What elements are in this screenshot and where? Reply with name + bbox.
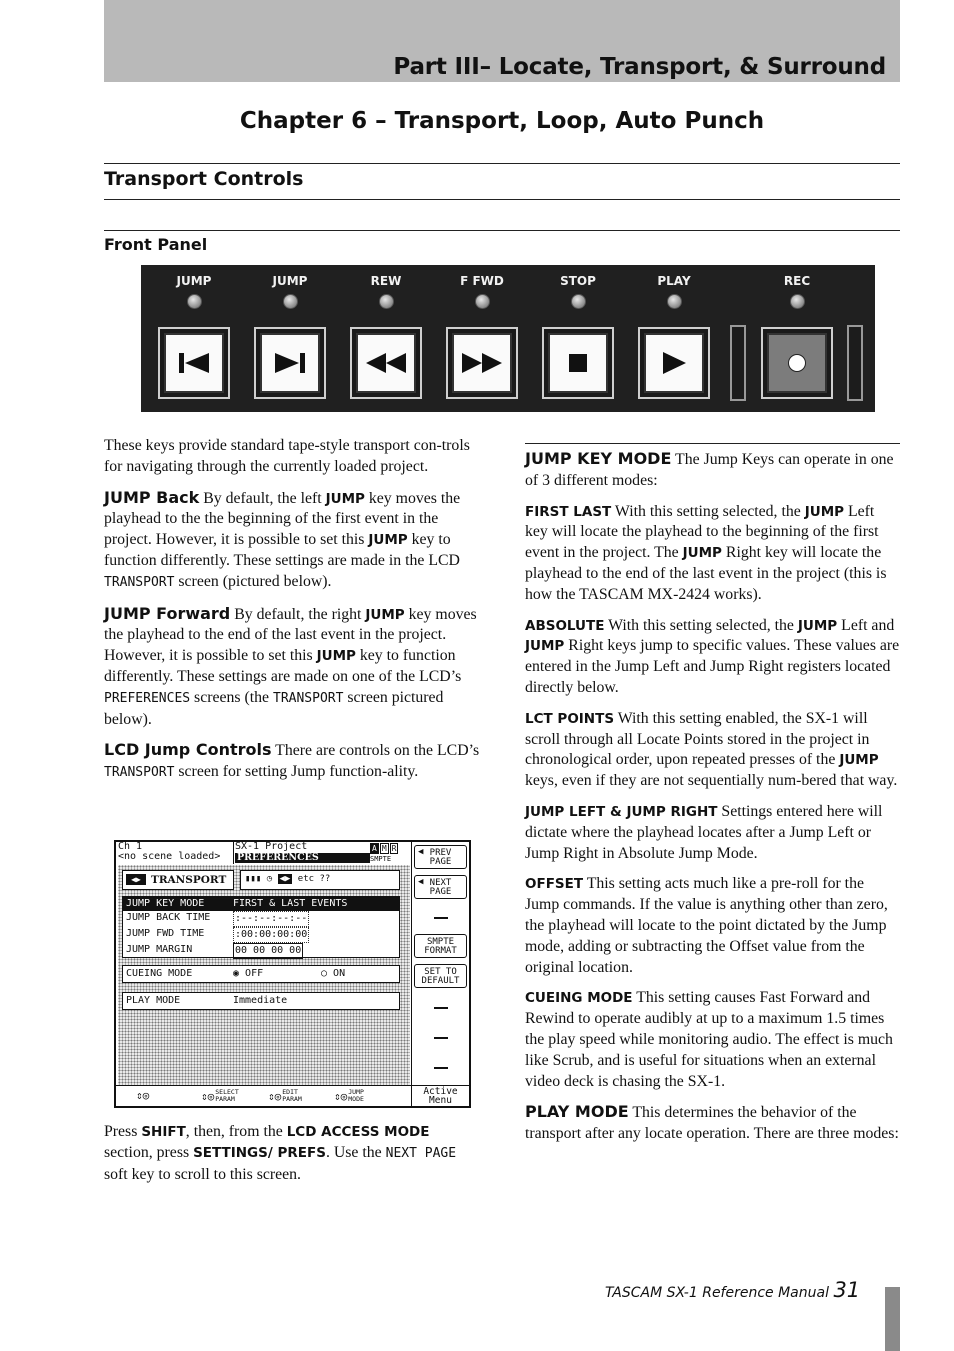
key-name: LCD ACCESS MODE xyxy=(286,1124,430,1140)
next-page-button[interactable] xyxy=(414,875,467,899)
ffwd-label: F FWD xyxy=(460,274,504,288)
chapter-title: Chapter 6 – Transport, Loop, Auto Punch xyxy=(239,108,765,134)
divider xyxy=(104,199,900,200)
row-value: 00 00 00 00 xyxy=(233,943,303,959)
body-text: screens (the xyxy=(190,688,273,706)
led-indicator xyxy=(475,294,490,309)
body-text: key moves the playhead to the end of the last event in the project. However, it is possible to set this xyxy=(104,605,477,665)
lcd-term: TRANSPORT xyxy=(273,690,344,706)
body-text: soft key to scroll to this screen. xyxy=(104,1165,301,1183)
rec-key-guard-left xyxy=(730,325,746,401)
encoder-icon[interactable]: ⇕◎ xyxy=(136,1089,150,1102)
jump-back-icon xyxy=(177,352,211,374)
subsection-title: Front Panel xyxy=(104,235,208,254)
row-value: Immediate xyxy=(233,995,288,1006)
body-text: This setting causes Fast Forward and Rewind to operate audibly at up to a maximum 1.5 times the play speed while monitoring audio. The effect is much like Scrub, and is useful for situations when an external video deck is chasing the SX-1. xyxy=(525,989,893,1090)
body-text: . Use the xyxy=(325,1143,386,1161)
section-title: Transport Controls xyxy=(104,168,304,190)
cueing-on-option[interactable] xyxy=(321,966,345,982)
rec-key-guard-right xyxy=(847,325,863,401)
soft-key-label: Active xyxy=(423,1086,458,1097)
lct-points-paragraph xyxy=(525,709,900,792)
play-mode-paragraph xyxy=(525,1102,900,1145)
jump-back-time-row[interactable] xyxy=(123,911,399,927)
row-label: JUMP FWD TIME xyxy=(126,928,205,939)
empty-soft-key[interactable] xyxy=(434,1037,448,1039)
page-number: 31 xyxy=(833,1278,861,1302)
encoder-label: SELECT xyxy=(215,1088,239,1096)
key-name: JUMP xyxy=(368,532,408,549)
fast-forward-icon xyxy=(460,352,504,374)
body-text: screen pictured below). xyxy=(104,688,444,728)
jump-back-key[interactable] xyxy=(158,327,230,399)
play-label: PLAY xyxy=(657,274,691,288)
empty-soft-key[interactable] xyxy=(434,1007,448,1009)
run-in-heading: JUMP KEY MODE xyxy=(525,449,672,468)
rewind-key[interactable] xyxy=(350,327,422,399)
chevron-left-icon: ◀ xyxy=(418,877,424,887)
stop-label: STOP xyxy=(560,274,596,288)
status-badge: M xyxy=(381,844,387,853)
lcd-transport-screen xyxy=(114,840,471,1108)
jump-key-mode-row[interactable] xyxy=(123,897,399,911)
key-name: SETTINGS/ PREFS xyxy=(193,1144,326,1161)
smpte-badge: SMPTE xyxy=(370,855,392,863)
body-text: , then, from the xyxy=(185,1123,287,1140)
encoder-icon: ⇕◎ xyxy=(268,1089,282,1103)
row-label: JUMP MARGIN xyxy=(126,944,193,955)
soft-key-label: NEXT xyxy=(429,878,452,888)
etc-label: etc ?? xyxy=(297,874,331,884)
play-icon xyxy=(661,351,687,375)
body-text: Press xyxy=(104,1123,142,1140)
encoder-label: PARAM xyxy=(215,1095,235,1103)
press-shift-block xyxy=(104,1122,482,1195)
body-text: With this setting selected, the xyxy=(611,502,805,520)
meter-icon: ▮▮▮ xyxy=(245,874,262,884)
scene-label: <no scene loaded> xyxy=(118,851,221,862)
jump-keys-icon: ◀▶ xyxy=(279,874,291,884)
stop-key[interactable] xyxy=(542,327,614,399)
transport-tab[interactable] xyxy=(122,870,234,890)
radio-selected-icon: ◉ xyxy=(233,968,246,979)
body-text: Left key will locate the playhead to the beginning of the first event in the project. The xyxy=(525,502,879,562)
key-name: JUMP xyxy=(525,638,565,655)
option-label: OFF xyxy=(245,968,264,979)
row-label: JUMP KEY MODE xyxy=(126,898,205,909)
body-text: section, press xyxy=(104,1143,194,1161)
divider xyxy=(525,443,900,444)
key-name: JUMP xyxy=(682,545,722,562)
run-in-heading: JUMP Forward xyxy=(104,603,231,623)
encoder-label: MODE xyxy=(348,1095,364,1103)
encoder-icon: ⇕◎ xyxy=(334,1089,348,1103)
record-icon xyxy=(787,353,807,373)
part-title: Part III– Locate, Transport, & Surround xyxy=(393,54,886,80)
divider xyxy=(411,842,412,1106)
lcd-term: NEXT PAGE xyxy=(385,1145,457,1161)
soft-key-label: DEFAULT xyxy=(421,976,460,986)
mode-icons-bar xyxy=(240,870,400,890)
radio-empty-icon: ○ xyxy=(321,968,334,979)
rew-label: REW xyxy=(370,274,402,288)
run-in-heading: LCT POINTS xyxy=(525,710,615,727)
left-column xyxy=(104,436,482,794)
rec-label: REC xyxy=(783,274,811,288)
key-name: JUMP xyxy=(804,503,845,520)
body-text: With this setting selected, the xyxy=(604,616,798,634)
prev-page-button[interactable] xyxy=(414,845,467,869)
body-text: This determines the behavior of the transport after any locate operation. There are three modes: xyxy=(525,1104,899,1143)
body-text: key to function differently. These settings are made on one of the LCD’s xyxy=(104,647,462,685)
key-name: JUMP xyxy=(365,606,405,623)
jump-fwd-time-row[interactable] xyxy=(123,927,399,943)
offset-paragraph xyxy=(525,874,900,978)
key-name: SHIFT xyxy=(141,1124,186,1140)
body-text: screen (pictured below). xyxy=(174,572,332,590)
select-param-encoder[interactable] xyxy=(201,1089,239,1103)
run-in-heading: CUEING MODE xyxy=(525,990,633,1007)
first-last-paragraph xyxy=(525,502,900,606)
body-text: This setting acts much like a pre-roll for the Jump commands. If the value is anything other than zero, the playhead will locate to the point dictated by the Jump mode, adding or subtracting the Offset value from the original location. xyxy=(525,875,888,976)
body-text: The Jump Keys can operate in one of 3 different modes: xyxy=(525,451,894,489)
run-in-heading: FIRST LAST xyxy=(525,503,612,520)
led-indicator xyxy=(283,294,298,309)
encoder-icon: ⇕◎ xyxy=(201,1089,215,1103)
row-value: FIRST & LAST EVENTS xyxy=(233,898,348,909)
run-in-heading: ABSOLUTE xyxy=(525,617,605,634)
row-label: CUEING MODE xyxy=(126,968,193,979)
led-indicator xyxy=(790,294,805,309)
run-in-heading: LCD Jump Controls xyxy=(104,740,272,760)
soft-key-label: Menu xyxy=(429,1095,452,1106)
page-footer xyxy=(605,1278,860,1302)
encoder-label: PARAM xyxy=(282,1095,302,1103)
jump-forward-key[interactable] xyxy=(254,327,326,399)
key-name: JUMP xyxy=(316,648,356,665)
jump-forward-label: JUMP xyxy=(272,274,308,288)
cueing-off-option[interactable] xyxy=(233,966,321,982)
row-label: PLAY MODE xyxy=(126,995,181,1006)
body-text: Right keys jump to specific values. These values are entered in the Jump Left and Jump Right registers located directly below. xyxy=(525,637,900,696)
run-in-heading: JUMP Back xyxy=(104,487,200,507)
right-column xyxy=(525,449,900,1155)
soft-key-label: PAGE xyxy=(429,857,452,867)
header-band xyxy=(104,0,900,82)
soft-key-label: PAGE xyxy=(429,887,452,897)
divider xyxy=(116,1085,469,1086)
intro-paragraph xyxy=(104,436,482,478)
soft-key-label: PREV xyxy=(429,848,452,858)
cueing-mode-paragraph xyxy=(525,988,900,1092)
smpte-format-button[interactable] xyxy=(414,934,467,958)
body-text: By default, the right xyxy=(230,605,366,623)
lcd-jump-controls-paragraph xyxy=(104,740,482,784)
jump-forward-paragraph xyxy=(104,604,482,731)
empty-soft-key[interactable] xyxy=(434,917,448,919)
divider xyxy=(104,163,900,164)
status-badge: A xyxy=(372,844,377,853)
edit-param-encoder[interactable] xyxy=(268,1089,302,1103)
status-badge: R xyxy=(391,844,397,853)
thumb-tab xyxy=(885,1287,900,1351)
lcd-term: PREFERENCES xyxy=(104,690,191,706)
body-text: screen for setting Jump function-ality. xyxy=(174,763,419,781)
status-badges xyxy=(370,843,398,854)
stop-icon xyxy=(569,354,587,372)
led-indicator xyxy=(571,294,586,309)
key-name: JUMP xyxy=(325,490,365,507)
absolute-paragraph xyxy=(525,616,900,699)
soft-key-label: FORMAT xyxy=(424,946,457,956)
preferences-title: PREFERENCES xyxy=(235,853,370,863)
led-indicator xyxy=(667,294,682,309)
cueing-mode-row xyxy=(122,965,400,983)
encoder-label: JUMP xyxy=(348,1088,364,1096)
soft-key-label: SET TO xyxy=(424,967,457,977)
key-name: JUMP xyxy=(797,617,838,634)
set-to-default-button[interactable] xyxy=(414,964,467,988)
body-text: Settings entered here will dictate where the playhead locates after a Jump Left or Jump Right in Absolute Jump Mode. xyxy=(525,802,883,862)
intro-text: These keys provide standard tape-style transport con-trols for navigating through the currently loaded project. xyxy=(104,437,470,475)
transport-panel xyxy=(141,265,875,412)
run-in-heading: OFFSET xyxy=(525,876,584,893)
record-key[interactable] xyxy=(761,327,833,399)
play-mode-row[interactable] xyxy=(122,992,400,1010)
play-key[interactable] xyxy=(638,327,710,399)
body-text: Right key will locate the playhead to the end of the last event in the project (this is how the TASCAM MX-2424 works). xyxy=(525,544,887,603)
channel-label: Ch 1 xyxy=(118,841,143,852)
row-value: :--:--:--:-- xyxy=(233,911,309,927)
led-indicator xyxy=(187,294,202,309)
channel-box xyxy=(118,842,234,864)
divider xyxy=(104,230,900,231)
clock-icon: ◷ xyxy=(266,874,273,884)
jump-mode-encoder[interactable] xyxy=(334,1089,364,1103)
jump-settings-panel xyxy=(122,896,400,958)
jump-keys-icon: ◀▶ xyxy=(126,874,146,885)
jump-left-right-paragraph xyxy=(525,802,900,864)
soft-key-label: SMPTE xyxy=(426,937,455,947)
jump-back-label: JUMP xyxy=(176,274,212,288)
key-name: JUMP xyxy=(839,752,879,769)
body-text: By default, the left xyxy=(199,489,326,507)
encoder-label: EDIT xyxy=(282,1088,298,1096)
run-in-heading: PLAY MODE xyxy=(525,1102,629,1122)
body-text: key to function differently. These settings are made in the LCD xyxy=(104,531,460,569)
body-text: Left and xyxy=(837,616,895,634)
transport-tab-label: TRANSPORT xyxy=(151,874,227,886)
row-value: :00:00:00:00 xyxy=(233,927,309,943)
active-menu-button[interactable] xyxy=(414,1087,467,1105)
run-in-heading: JUMP LEFT & JUMP RIGHT xyxy=(525,803,718,820)
body-text: key moves the playhead to the the beginning of the first event in the project. However, it is possible to set this xyxy=(104,489,461,549)
jump-forward-icon xyxy=(273,352,307,374)
led-indicator xyxy=(379,294,394,309)
empty-soft-key[interactable] xyxy=(434,1067,448,1069)
press-shift-paragraph xyxy=(104,1122,482,1185)
project-name: SX-1 Project xyxy=(235,841,308,852)
rewind-icon xyxy=(364,352,408,374)
manual-title: TASCAM SX-1 Reference Manual xyxy=(605,1285,834,1301)
jump-margin-row[interactable] xyxy=(123,943,399,959)
jump-key-mode-paragraph xyxy=(525,449,900,492)
body-text: With this setting enabled, the SX-1 will scroll through all Locate Points stored in the project in chronological order, upon repeated presses of the xyxy=(525,709,870,769)
body-text: There are controls on the LCD’s xyxy=(271,742,480,760)
fast-forward-key[interactable] xyxy=(446,327,518,399)
lcd-term: TRANSPORT xyxy=(104,574,175,590)
option-label: ON xyxy=(333,968,346,979)
lcd-term: TRANSPORT xyxy=(104,765,175,781)
jump-back-paragraph xyxy=(104,488,482,594)
body-text: keys, even if they are not sequentially num-bered that way. xyxy=(525,772,898,790)
row-label: JUMP BACK TIME xyxy=(126,912,211,923)
chevron-left-icon: ◀ xyxy=(418,847,424,857)
